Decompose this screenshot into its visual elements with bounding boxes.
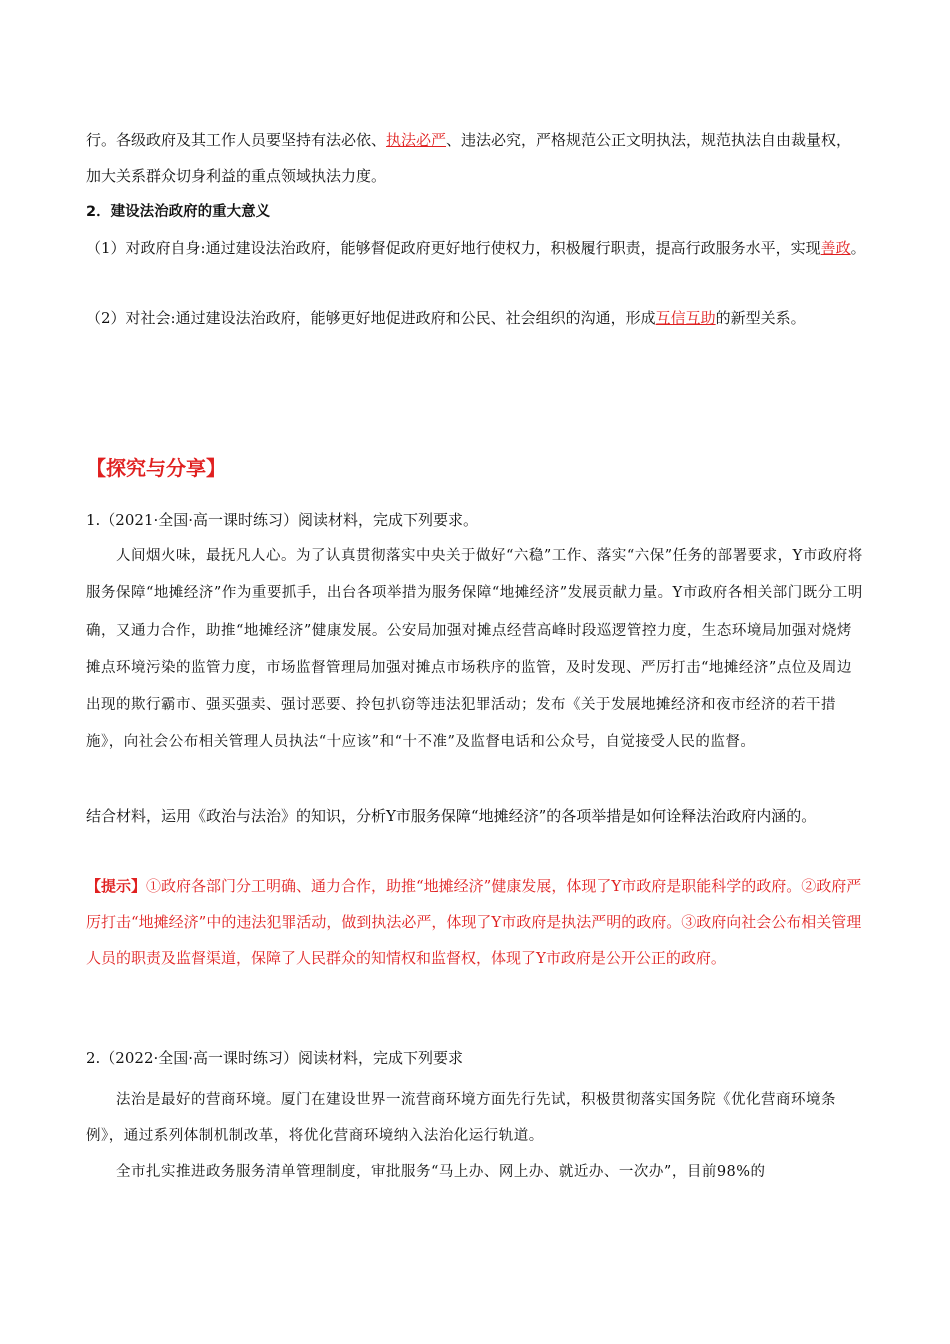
paragraph-law-enforcement: 行。各级政府及其工作人员要坚持有法必依、执法必严、违法必究，严格规范公正文明执法，规范执法自由裁量权，加大关系群众切身利益的重点领域执法力度。 — [86, 131, 852, 185]
heading-significance: 2．建设法治政府的重大意义 — [86, 204, 271, 220]
item-society: （2）对社会:通过建设法治政府，能够更好地促进政府和公民、社会组织的沟通，形成互信互助的新型关系。 — [86, 309, 806, 327]
question-2-material-2: 全市扎实推进政务服务清单管理制度，审批服务“马上办、网上办、就近办、一次办”，目前98%的 — [116, 1164, 766, 1180]
question-1-prompt: 结合材料，运用《政治与法治》的知识，分析Y市服务保障“地摊经济”的各项举措是如何诠释法治政府内涵的。 — [86, 807, 817, 825]
item-government-self: （1）对政府自身:通过建设法治政府，能够督促政府更好地行使权力，积极履行职责，提高行政服务水平，实现善政。 — [86, 239, 866, 257]
answer-blank: 互信互助 — [655, 309, 716, 327]
question-2-stem: 2.（2022·全国·高一课时练习）阅读材料，完成下列要求 — [86, 1049, 464, 1067]
question-2-material-1: 法治是最好的营商环境。厦门在建设世界一流营商环境方面先行先试，积极贯彻落实国务院《优化营商环境条例》，通过系列体制机制改革，将优化营商环境纳入法治化运行轨道。 — [86, 1092, 836, 1144]
question-1-material: 人间烟火味，最抚凡人心。为了认真贯彻落实中央关于做好“六稳”工作、落实“六保”任务的部署要求，Y市政府将服务保障“地摊经济”作为重要抓手，出台各项举措为服务保障“地摊经济”发展贡献力量。Y市政府各相关部门既分工明确，又通力合作，助推“地摊经济”健康发展。公安局加强对摊点经营高峰时段巡逻管控力度，生态环境局加强对烧烤摊点环境污染的监管力度，市场监督管理局加强对摊点市场秩序的监管，及时发现、严厉打击“地摊经济”点位及周边出现的欺行霸市、强买强卖、强讨恶要、拎包扒窃等违法犯罪活动；发布《关于发展地摊经济和夜市经济的若干措施》，向社会公布相关管理人员执法“十应该”和“十不准”及监督电话和公众号，自觉接受人民的监督。 — [86, 548, 863, 751]
hint-label: 【提示】 — [86, 877, 147, 895]
question-1-hint: 【提示】①政府各部门分工明确、通力合作，助推“地摊经济”健康发展，体现了Y市政府是职能科学的政府。②政府严厉打击“地摊经济”中的违法犯罪活动，做到执法必严，体现了Y市政府是执法严明的政府。③政府向社会公布相关管理人员的职责及监督渠道，保障了人民群众的知情权和监督权，体现了Y市政府是公开公正的政府。 — [86, 877, 862, 967]
section-title-explore: 【探究与分享】 — [86, 456, 226, 480]
question-1-stem: 1.（2021·全国·高一课时练习）阅读材料，完成下列要求。 — [86, 511, 479, 529]
answer-blank: 执法必严 — [386, 131, 447, 149]
answer-blank: 善政 — [820, 239, 851, 257]
